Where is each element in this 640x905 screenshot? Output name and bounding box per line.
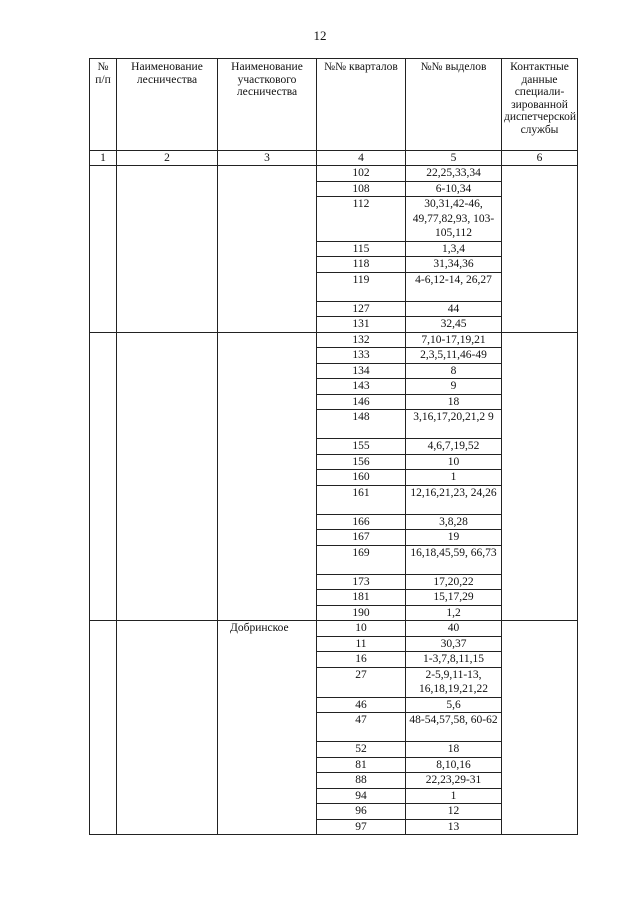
column-number: 3	[218, 151, 317, 166]
cell-plots: 22,25,33,34	[406, 166, 502, 182]
cell-plots: 1,3,4	[406, 241, 502, 257]
table-row	[90, 166, 578, 182]
cell-quarter: 160	[317, 470, 406, 486]
cell-plots: 3,8,28	[406, 514, 502, 530]
cell-quarter: 115	[317, 241, 406, 257]
table-row	[90, 332, 578, 348]
cell-plots: 44	[406, 301, 502, 317]
table-row	[90, 621, 578, 637]
cell-plots: 12,16,21,23, 24,26	[406, 485, 502, 514]
cell-quarter: 102	[317, 166, 406, 182]
cell-contacts	[502, 332, 578, 621]
cell-quarter: 11	[317, 636, 406, 652]
cell-quarter: 108	[317, 181, 406, 197]
cell-plots: 30,37	[406, 636, 502, 652]
cell-plots: 22,23,29-31	[406, 773, 502, 789]
header-local-forestry: Наименование участкового лесничества	[218, 59, 317, 151]
cell-plots: 2-5,9,11-13, 16,18,19,21,22	[406, 667, 502, 697]
cell-quarter: 131	[317, 317, 406, 333]
column-number: 5	[406, 151, 502, 166]
cell-quarter: 96	[317, 804, 406, 820]
cell-quarter: 94	[317, 788, 406, 804]
cell-plots: 18	[406, 742, 502, 758]
cell-quarter: 10	[317, 621, 406, 637]
cell-quarter: 173	[317, 574, 406, 590]
header-row	[90, 59, 578, 151]
column-number: 1	[90, 151, 117, 166]
cell-plots: 8	[406, 363, 502, 379]
cell-contacts	[502, 621, 578, 835]
cell-forestry	[117, 621, 218, 835]
forest-table	[89, 58, 578, 835]
header-quarters: №№ кварталов	[317, 59, 406, 151]
cell-plots: 4-6,12-14, 26,27	[406, 272, 502, 301]
cell-quarter: 161	[317, 485, 406, 514]
cell-quarter: 88	[317, 773, 406, 789]
page-number: 12	[313, 28, 327, 43]
cell-quarter: 118	[317, 257, 406, 273]
cell-plots: 16,18,45,59, 66,73	[406, 545, 502, 574]
cell-quarter: 134	[317, 363, 406, 379]
cell-quarter: 16	[317, 652, 406, 668]
header-forestry: Наименование лесничества	[117, 59, 218, 151]
cell-forestry	[117, 332, 218, 621]
cell-quarter: 81	[317, 757, 406, 773]
cell-plots: 32,45	[406, 317, 502, 333]
cell-plots: 3,16,17,20,21,2 9	[406, 410, 502, 439]
cell-plots: 2,3,5,11,46-49	[406, 348, 502, 364]
cell-plots: 40	[406, 621, 502, 637]
cell-quarter: 169	[317, 545, 406, 574]
cell-plots: 1	[406, 788, 502, 804]
cell-quarter: 27	[317, 667, 406, 697]
cell-number	[90, 332, 117, 621]
cell-quarter: 127	[317, 301, 406, 317]
cell-quarter: 166	[317, 514, 406, 530]
cell-quarter: 133	[317, 348, 406, 364]
cell-number	[90, 621, 117, 835]
cell-plots: 7,10-17,19,21	[406, 332, 502, 348]
cell-quarter: 156	[317, 454, 406, 470]
cell-quarter: 181	[317, 590, 406, 606]
cell-plots: 1-3,7,8,11,15	[406, 652, 502, 668]
cell-quarter: 47	[317, 713, 406, 742]
cell-contacts	[502, 166, 578, 333]
cell-plots: 12	[406, 804, 502, 820]
cell-quarter: 132	[317, 332, 406, 348]
cell-plots: 10	[406, 454, 502, 470]
cell-plots: 5,6	[406, 697, 502, 713]
cell-plots: 31,34,36	[406, 257, 502, 273]
table-body	[90, 166, 578, 835]
column-number: 4	[317, 151, 406, 166]
cell-plots: 15,17,29	[406, 590, 502, 606]
column-number: 2	[117, 151, 218, 166]
cell-plots: 4,6,7,19,52	[406, 439, 502, 455]
cell-plots: 1	[406, 470, 502, 486]
cell-plots: 19	[406, 530, 502, 546]
cell-local-forestry: Добринское	[218, 621, 317, 835]
cell-quarter: 46	[317, 697, 406, 713]
cell-plots: 18	[406, 394, 502, 410]
cell-plots: 13	[406, 819, 502, 835]
cell-plots: 1,2	[406, 605, 502, 621]
cell-plots: 9	[406, 379, 502, 395]
cell-plots: 30,31,42-46, 49,77,82,93, 103-105,112	[406, 197, 502, 242]
cell-plots: 17,20,22	[406, 574, 502, 590]
header-contacts: Контактные данные специали-зированной диспетчерской службы	[502, 59, 578, 151]
cell-quarter: 190	[317, 605, 406, 621]
column-number-row	[90, 151, 578, 166]
cell-quarter: 112	[317, 197, 406, 242]
header-plots: №№ выделов	[406, 59, 502, 151]
header-number: № п/п	[90, 59, 117, 151]
cell-plots: 6-10,34	[406, 181, 502, 197]
cell-local-forestry	[218, 166, 317, 333]
cell-quarter: 52	[317, 742, 406, 758]
cell-quarter: 97	[317, 819, 406, 835]
cell-local-forestry	[218, 332, 317, 621]
cell-quarter: 146	[317, 394, 406, 410]
cell-quarter: 143	[317, 379, 406, 395]
column-number: 6	[502, 151, 578, 166]
cell-plots: 48-54,57,58, 60-62	[406, 713, 502, 742]
cell-quarter: 155	[317, 439, 406, 455]
cell-quarter: 119	[317, 272, 406, 301]
cell-plots: 8,10,16	[406, 757, 502, 773]
cell-number	[90, 166, 117, 333]
cell-quarter: 148	[317, 410, 406, 439]
cell-quarter: 167	[317, 530, 406, 546]
cell-forestry	[117, 166, 218, 333]
